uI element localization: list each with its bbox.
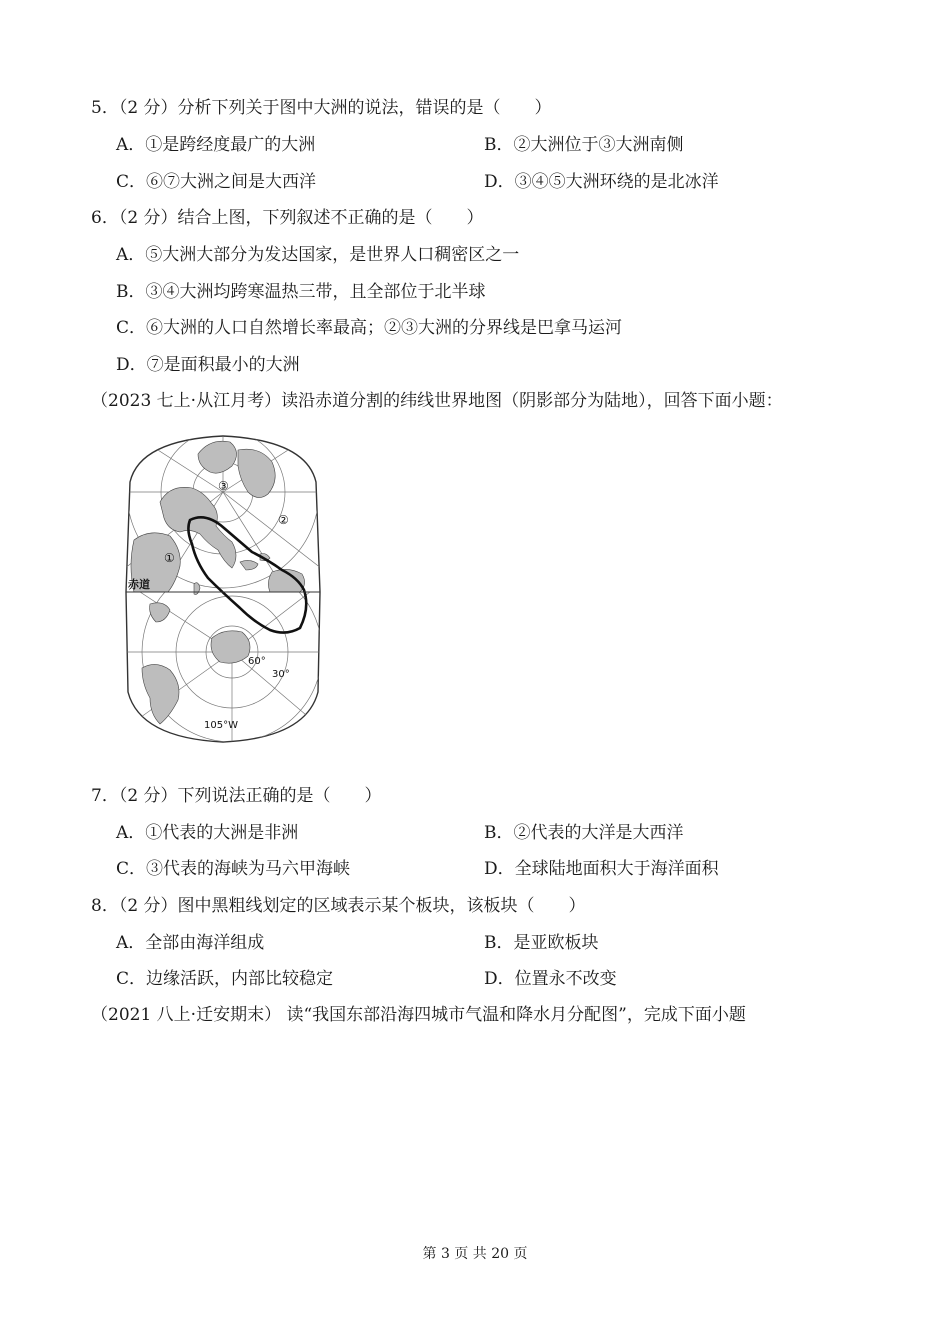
question-6-option-d: D．⑦是面积最小的大洲	[116, 355, 300, 375]
question-8-option-d: D．位置永不改变	[484, 969, 617, 989]
question-6-stem: 6．（2 分）结合上图，下列叙述不正确的是（ ）	[91, 208, 484, 228]
question-7-option-a: A．①代表的大洲是非洲	[116, 823, 299, 843]
question-6-option-a: A．⑤大洲大部分为发达国家，是世界人口稠密区之一	[116, 245, 520, 265]
map-label-2: ②	[278, 513, 289, 527]
question-6-option-c: C．⑥大洲的人口自然增长率最高；②③大洲的分界线是巴拿马运河	[116, 318, 623, 338]
question-8-option-a: A．全部由海洋组成	[116, 933, 265, 953]
question-5-option-c: C．⑥⑦大洲之间是大西洋	[116, 172, 317, 192]
question-7-option-c: C．③代表的海峡为马六甲海峡	[116, 859, 351, 879]
question-8-option-c: C．边缘活跃，内部比较稳定	[116, 969, 334, 989]
map-label-1: ①	[164, 551, 175, 565]
page-footer: 第 3 页 共 20 页	[422, 1246, 528, 1262]
map-equator-label: 赤道	[128, 578, 150, 591]
question-8-option-b: B．是亚欧板块	[484, 933, 599, 953]
question-5-option-d: D．③④⑤大洲环绕的是北冰洋	[484, 172, 719, 192]
question-8-stem: 8．（2 分）图中黑粗线划定的区域表示某个板块，该板块（ ）	[91, 896, 586, 916]
question-5-option-b: B．②大洲位于③大洲南侧	[484, 135, 684, 155]
question-5-option-a: A．①是跨经度最广的大洲	[116, 135, 316, 155]
world-map-figure	[120, 432, 326, 744]
map-label-3: ③	[218, 479, 229, 493]
map-lat30-label: 30°	[272, 669, 290, 680]
question-7-option-b: B．②代表的大洋是大西洋	[484, 823, 684, 843]
section-intro-2023: （2023 七上·从江月考）读沿赤道分割的纬线世界地图（阴影部分为陆地），回答下面小题：	[91, 391, 783, 411]
question-6-option-b: B．③④大洲均跨寒温热三带，且全部位于北半球	[116, 282, 486, 302]
question-7-stem: 7．（2 分）下列说法正确的是（ ）	[91, 786, 382, 806]
question-5-stem: 5．（2 分）分析下列关于图中大洲的说法，错误的是（ ）	[91, 98, 552, 118]
map-lat60-label: 60°	[248, 656, 266, 667]
section-intro-2021: （2021 八上·迁安期末） 读“我国东部沿海四城市气温和降水月分配图”，完成下面小题	[91, 1005, 746, 1025]
question-7-option-d: D．全球陆地面积大于海洋面积	[484, 859, 719, 879]
map-longitude-label: 105°W	[204, 720, 238, 731]
